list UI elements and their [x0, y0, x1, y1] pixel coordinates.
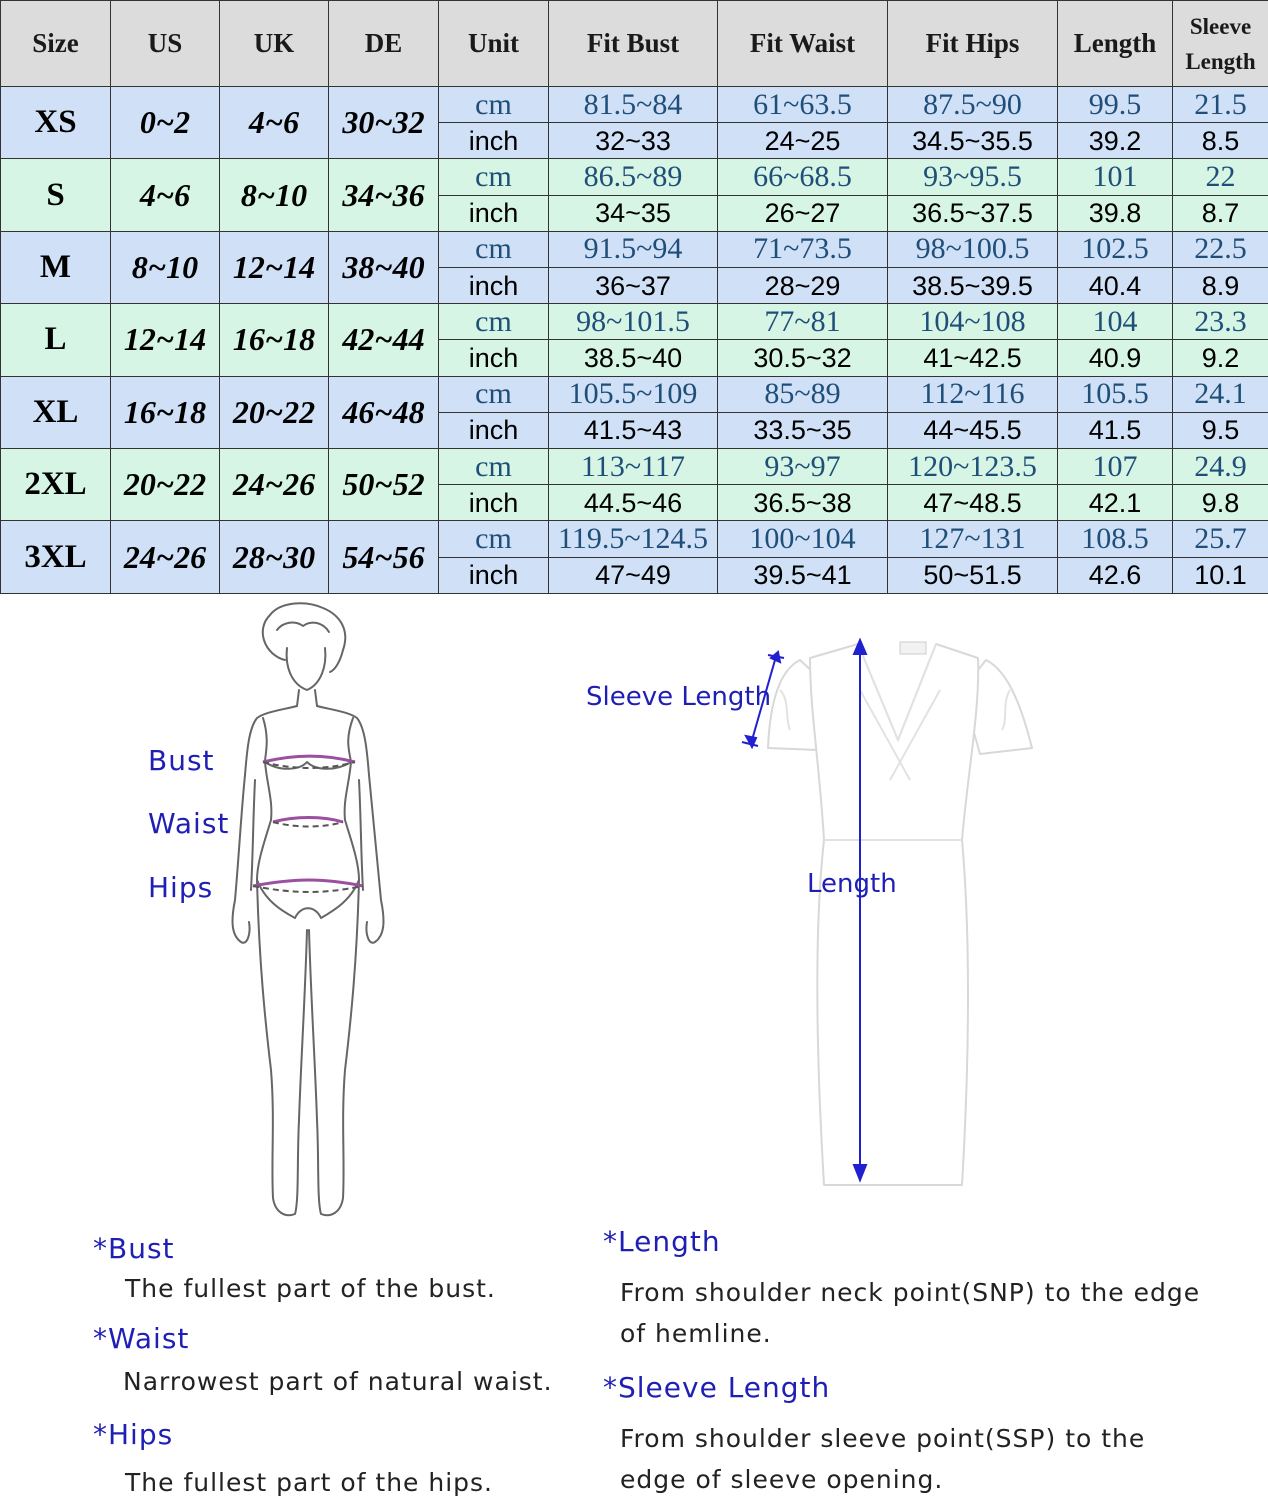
header-length: Length: [1058, 1, 1173, 87]
note-sleeve-text: From shoulder sleeve point(SSP) to the edge of sleeve opening.: [620, 1418, 1220, 1500]
note-length-text: From shoulder neck point(SNP) to the edge of hemline.: [620, 1272, 1220, 1354]
de-size-cell: 46~48: [329, 376, 439, 448]
sleeve-value-cell: 9.8: [1173, 485, 1268, 521]
header-uk: UK: [220, 1, 329, 87]
unit-cell: inch: [439, 123, 549, 159]
sleeve-value-cell: 21.5: [1173, 87, 1268, 123]
bust-value-cell: 105.5~109: [549, 376, 718, 412]
table-header-row: [1, 1, 1268, 87]
header-unit: Unit: [439, 1, 549, 87]
bust-label: Bust: [148, 744, 215, 777]
size-cell: XS: [1, 87, 111, 159]
size-cell: S: [1, 159, 111, 231]
sleeve-value-cell: 23.3: [1173, 304, 1268, 340]
sleeve-value-cell: 9.5: [1173, 412, 1268, 448]
length-value-cell: 101: [1058, 159, 1173, 195]
us-size-cell: 20~22: [111, 449, 220, 521]
uk-size-cell: 20~22: [220, 376, 329, 448]
us-size-cell: 12~14: [111, 304, 220, 376]
bust-value-cell: 32~33: [549, 123, 718, 159]
sleeve-value-cell: 8.9: [1173, 268, 1268, 304]
length-value-cell: 42.6: [1058, 557, 1173, 593]
bust-value-cell: 38.5~40: [549, 340, 718, 376]
note-bust-title: *Bust: [93, 1232, 175, 1265]
size-cell: XL: [1, 376, 111, 448]
bust-value-cell: 41.5~43: [549, 412, 718, 448]
length-value-cell: 39.8: [1058, 195, 1173, 231]
sleeve-value-cell: 10.1: [1173, 557, 1268, 593]
bust-value-cell: 113~117: [549, 449, 718, 485]
note-bust-text: The fullest part of the bust.: [125, 1268, 496, 1309]
table-row: [1, 449, 1268, 485]
bust-value-cell: 36~37: [549, 268, 718, 304]
bust-value-cell: 34~35: [549, 195, 718, 231]
waist-value-cell: 100~104: [718, 521, 888, 557]
note-waist-title: *Waist: [93, 1322, 189, 1355]
unit-cell: inch: [439, 195, 549, 231]
uk-size-cell: 12~14: [220, 231, 329, 303]
length-value-cell: 42.1: [1058, 485, 1173, 521]
us-size-cell: 24~26: [111, 521, 220, 594]
us-size-cell: 4~6: [111, 159, 220, 231]
note-length-title: *Length: [603, 1225, 721, 1258]
note-sleeve-title: *Sleeve Length: [603, 1371, 830, 1404]
length-value-cell: 105.5: [1058, 376, 1173, 412]
hips-value-cell: 112~116: [888, 376, 1058, 412]
uk-size-cell: 4~6: [220, 87, 329, 159]
de-size-cell: 34~36: [329, 159, 439, 231]
waist-value-cell: 24~25: [718, 123, 888, 159]
unit-cell: cm: [439, 159, 549, 195]
header-fit-bust: Fit Bust: [549, 1, 718, 87]
bust-value-cell: 81.5~84: [549, 87, 718, 123]
hips-value-cell: 34.5~35.5: [888, 123, 1058, 159]
sleeve-value-cell: 22: [1173, 159, 1268, 195]
waist-value-cell: 30.5~32: [718, 340, 888, 376]
unit-cell: cm: [439, 87, 549, 123]
waist-value-cell: 93~97: [718, 449, 888, 485]
hips-value-cell: 127~131: [888, 521, 1058, 557]
hips-value-cell: 87.5~90: [888, 87, 1058, 123]
header-size: Size: [1, 1, 111, 87]
body-figure-icon: [225, 600, 395, 1230]
unit-cell: cm: [439, 449, 549, 485]
unit-cell: cm: [439, 231, 549, 267]
waist-value-cell: 28~29: [718, 268, 888, 304]
header-sleeve-length: Sleeve Length: [1173, 1, 1268, 87]
length-value-cell: 39.2: [1058, 123, 1173, 159]
table-row: [1, 376, 1268, 412]
table-row: [1, 304, 1268, 340]
table-row: [1, 231, 1268, 267]
us-size-cell: 16~18: [111, 376, 220, 448]
table-row: [1, 87, 1268, 123]
sleeve-value-cell: 8.7: [1173, 195, 1268, 231]
length-label: Length: [807, 869, 897, 899]
table-body: [1, 87, 1268, 594]
hips-value-cell: 41~42.5: [888, 340, 1058, 376]
header-de: DE: [329, 1, 439, 87]
bust-value-cell: 44.5~46: [549, 485, 718, 521]
bust-value-cell: 119.5~124.5: [549, 521, 718, 557]
bust-value-cell: 98~101.5: [549, 304, 718, 340]
waist-label: Waist: [148, 807, 229, 840]
length-value-cell: 102.5: [1058, 231, 1173, 267]
unit-cell: inch: [439, 268, 549, 304]
waist-value-cell: 26~27: [718, 195, 888, 231]
sleeve-value-cell: 9.2: [1173, 340, 1268, 376]
unit-cell: inch: [439, 412, 549, 448]
waist-value-cell: 66~68.5: [718, 159, 888, 195]
hips-value-cell: 47~48.5: [888, 485, 1058, 521]
size-cell: M: [1, 231, 111, 303]
waist-value-cell: 33.5~35: [718, 412, 888, 448]
dress-icon: [740, 630, 1050, 1200]
sleeve-value-cell: 22.5: [1173, 231, 1268, 267]
de-size-cell: 38~40: [329, 231, 439, 303]
unit-cell: cm: [439, 304, 549, 340]
waist-value-cell: 61~63.5: [718, 87, 888, 123]
length-value-cell: 107: [1058, 449, 1173, 485]
sleeve-value-cell: 8.5: [1173, 123, 1268, 159]
hips-value-cell: 104~108: [888, 304, 1058, 340]
unit-cell: inch: [439, 557, 549, 593]
length-value-cell: 104: [1058, 304, 1173, 340]
sleeve-value-cell: 24.1: [1173, 376, 1268, 412]
waist-value-cell: 77~81: [718, 304, 888, 340]
size-cell: L: [1, 304, 111, 376]
hips-value-cell: 50~51.5: [888, 557, 1058, 593]
unit-cell: inch: [439, 485, 549, 521]
unit-cell: cm: [439, 376, 549, 412]
sleeve-value-cell: 25.7: [1173, 521, 1268, 557]
length-value-cell: 41.5: [1058, 412, 1173, 448]
header-us: US: [111, 1, 220, 87]
length-value-cell: 99.5: [1058, 87, 1173, 123]
hips-label: Hips: [148, 871, 213, 904]
length-value-cell: 40.4: [1058, 268, 1173, 304]
waist-value-cell: 36.5~38: [718, 485, 888, 521]
de-size-cell: 42~44: [329, 304, 439, 376]
size-cell: 3XL: [1, 521, 111, 594]
hips-value-cell: 93~95.5: [888, 159, 1058, 195]
waist-value-cell: 85~89: [718, 376, 888, 412]
length-value-cell: 40.9: [1058, 340, 1173, 376]
table-row: [1, 159, 1268, 195]
hips-value-cell: 38.5~39.5: [888, 268, 1058, 304]
note-hips-title: *Hips: [93, 1418, 173, 1451]
hips-value-cell: 44~45.5: [888, 412, 1058, 448]
uk-size-cell: 24~26: [220, 449, 329, 521]
size-cell: 2XL: [1, 449, 111, 521]
us-size-cell: 0~2: [111, 87, 220, 159]
uk-size-cell: 16~18: [220, 304, 329, 376]
uk-size-cell: 28~30: [220, 521, 329, 594]
sleeve-length-label: Sleeve Length: [586, 682, 771, 712]
bust-value-cell: 86.5~89: [549, 159, 718, 195]
header-fit-hips: Fit Hips: [888, 1, 1058, 87]
de-size-cell: 54~56: [329, 521, 439, 594]
hips-value-cell: 120~123.5: [888, 449, 1058, 485]
uk-size-cell: 8~10: [220, 159, 329, 231]
hips-value-cell: 98~100.5: [888, 231, 1058, 267]
us-size-cell: 8~10: [111, 231, 220, 303]
hips-value-cell: 36.5~37.5: [888, 195, 1058, 231]
note-hips-text: The fullest part of the hips.: [125, 1462, 493, 1503]
note-waist-text: Narrowest part of natural waist.: [123, 1361, 553, 1402]
waist-value-cell: 71~73.5: [718, 231, 888, 267]
header-fit-waist: Fit Waist: [718, 1, 888, 87]
de-size-cell: 50~52: [329, 449, 439, 521]
size-chart-table: [0, 0, 1268, 594]
bust-value-cell: 91.5~94: [549, 231, 718, 267]
de-size-cell: 30~32: [329, 87, 439, 159]
unit-cell: inch: [439, 340, 549, 376]
waist-value-cell: 39.5~41: [718, 557, 888, 593]
length-value-cell: 108.5: [1058, 521, 1173, 557]
unit-cell: cm: [439, 521, 549, 557]
table-row: [1, 521, 1268, 557]
bust-value-cell: 47~49: [549, 557, 718, 593]
sleeve-value-cell: 24.9: [1173, 449, 1268, 485]
